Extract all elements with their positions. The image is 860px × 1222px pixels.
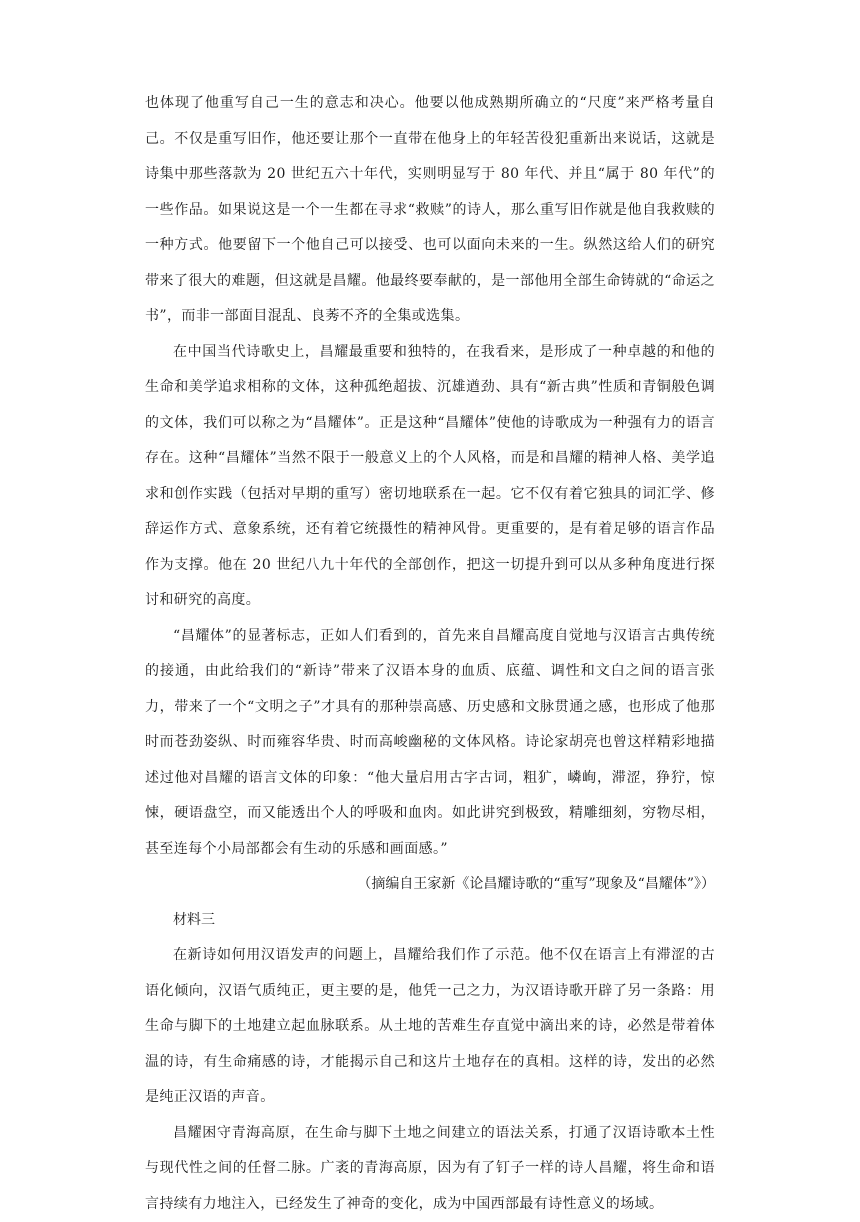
section-heading: 材料三 — [145, 903, 715, 939]
paragraph-material-three-1: 在新诗如何用汉语发声的问题上，昌耀给我们作了示范。他不仅在语言上有滞涩的古语化倾向，汉语气质纯正，更主要的是，他凭一己之力，为汉语诗歌开辟了另一条路：用生命与脚下的土地建立起血脉联系。从土地的苦难生存直觉中滴出来的诗，必然是带着体温的诗，有生命痛感的诗，才能揭示自己和这片土地存在的真相。这样的诗，发出的必然是纯正汉语的声音。 — [145, 938, 715, 1116]
document-page — [145, 86, 715, 1222]
source-citation: （摘编自王家新《论昌耀诗歌的“重写”现象及“昌耀体”》） — [145, 867, 715, 903]
paragraph-continuation: 也体现了他重写自己一生的意志和决心。他要以他成熟期所确立的“尺度”来严格考量自己。不仅是重写旧作，他还要让那个一直带在他身上的年轻苦役犯重新出来说话，这就是诗集中那些落款为 20 世纪五六十年代，实则明显写于 80 年代、并且“属于 80 年代”的一些作品。如果说这是一个一生都在寻求“救赎”的诗人，那么重写旧作就是他自我救赎的一种方式。他要留下一个他自己可以接受、也可以面向未来的一生。纵然这给人们的研究带来了很大的难题，但这就是昌耀。他最终要奉献的，是一部他用全部生命铸就的“命运之书”，而非一部面目混乱、良莠不齐的全集或选集。 — [145, 86, 715, 335]
paragraph-changyao-style-marks: “昌耀体”的显著标志，正如人们看到的，首先来自昌耀高度自觉地与汉语言古典传统的接通，由此给我们的“新诗”带来了汉语本身的血质、底蕴、调性和文白之间的语言张力，带来了一个“文明之子”才具有的那种崇高感、历史感和文脉贯通之感，也形成了他那时而苍劲姿纵、时而雍容华贵、时而高峻幽秘的文体风格。诗论家胡亮也曾这样精彩地描述过他对昌耀的语言文体的印象：“他大量启用古字古词，粗犷，嶙峋，滞涩，狰狞，惊悚，硬语盘空，而又能透出个人的呼吸和血肉。如此讲究到极致，精雕细刻，穷物尽相，甚至连每个小局部都会有生动的乐感和画面感。” — [145, 619, 715, 868]
paragraph-material-three-2: 昌耀困守青海高原，在生命与脚下土地之间建立的语法关系，打通了汉语诗歌本土性与现代性之间的任督二脉。广袤的青海高原，因为有了钉子一样的诗人昌耀，将生命和语言持续有力地注入，已经发生了神奇的变化，成为中国西部最有诗性意义的场域。 — [145, 1116, 715, 1222]
paragraph-changyao-style: 在中国当代诗歌史上，昌耀最重要和独特的，在我看来，是形成了一种卓越的和他的生命和美学追求相称的文体，这种孤绝超拔、沉雄遒劲、具有“新古典”性质和青铜般色调的文体，我们可以称之为“昌耀体”。正是这种“昌耀体”使他的诗歌成为一种强有力的语言存在。这种“昌耀体”当然不限于一般意义上的个人风格，而是和昌耀的精神人格、美学追求和创作实践（包括对早期的重写）密切地联系在一起。它不仅有着它独具的词汇学、修辞运作方式、意象系统，还有着它统摄性的精神风骨。更重要的，是有着足够的语言作品作为支撑。他在 20 世纪八九十年代的全部创作，把这一切提升到可以从多种角度进行探讨和研究的高度。 — [145, 335, 715, 619]
